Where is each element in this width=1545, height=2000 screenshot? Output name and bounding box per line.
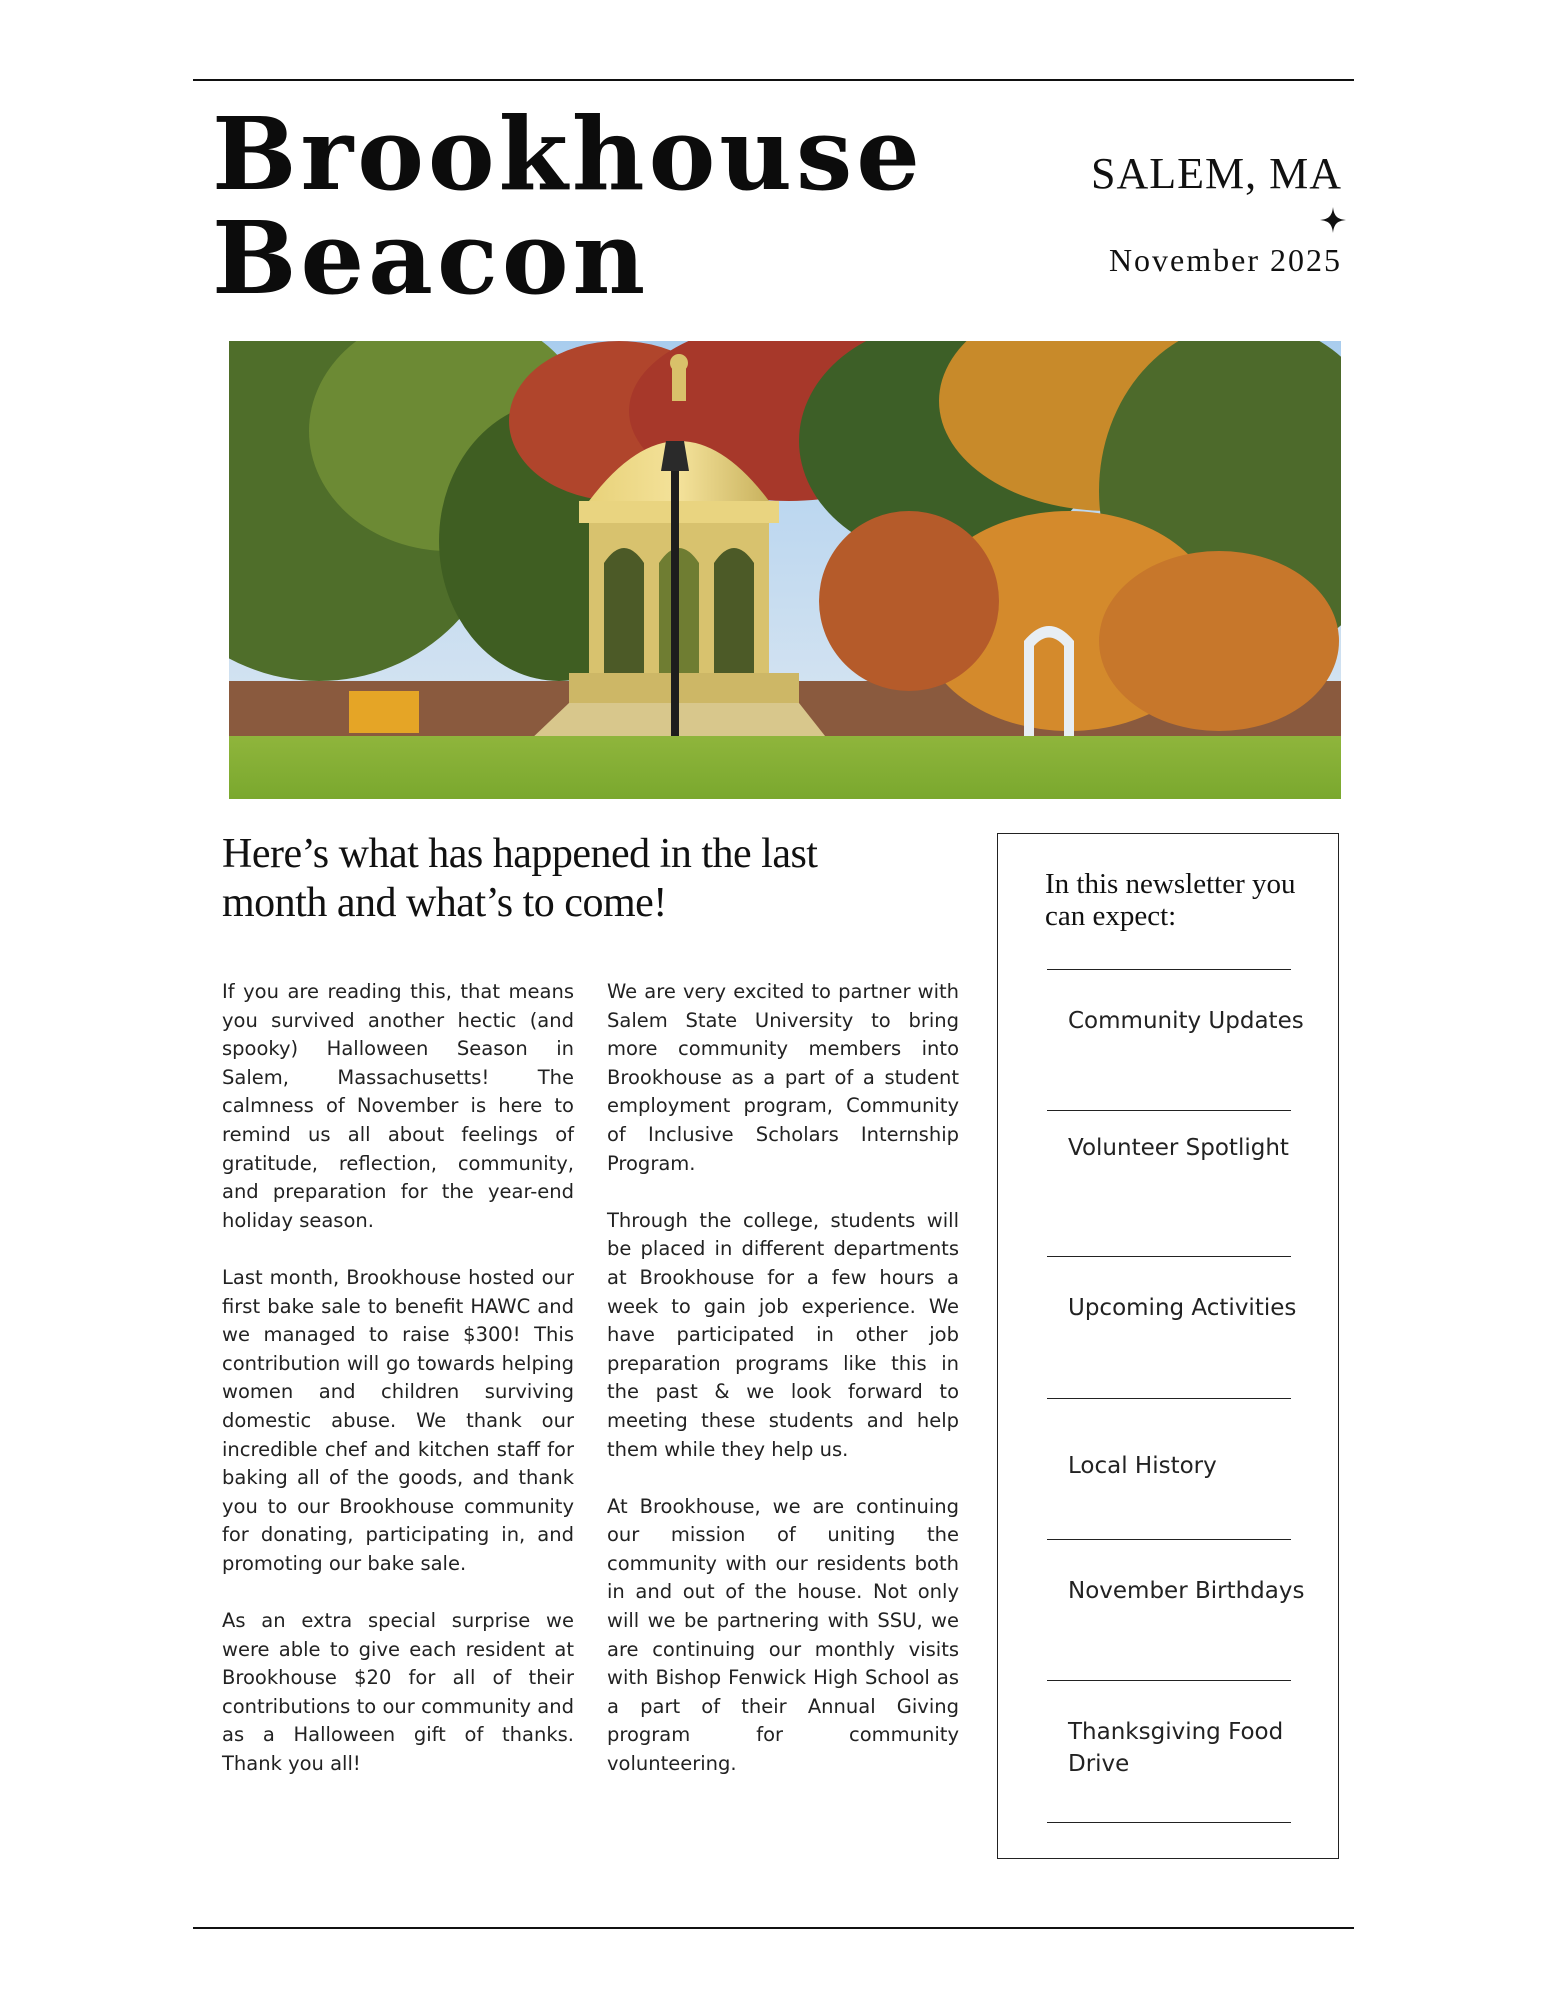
paragraph: As an extra special surprise we were able to give each resident at Brookhouse $20 for all of their contributions to our community and as a Halloween gift of thanks. Thank you all! [222, 1609, 574, 1776]
top-rule [193, 79, 1354, 81]
paragraph: If you are reading this, that means you survived another hectic (and spooky) Halloween Season in Salem, Massachusetts! The calmness of November is here to remind us all about feelings of gratitude, reflection, community, and preparation for the year-end holiday season. [222, 980, 574, 1232]
toc-divider [1047, 1822, 1291, 1823]
location-label: SALEM, MA [1090, 149, 1342, 198]
bottom-rule [193, 1927, 1354, 1929]
article-column-right [607, 978, 959, 1807]
toc-divider [1047, 969, 1291, 970]
toc-item-thanksgiving-food-drive: Thanksgiving Food Drive [1068, 1719, 1284, 1777]
toc-divider [1047, 1680, 1291, 1681]
toc-divider [1047, 1398, 1291, 1399]
headline: Here’s what has happened in the last month and what’s to come! [222, 831, 818, 926]
newsletter-title [212, 95, 932, 317]
hero-photo [229, 341, 1341, 799]
table-of-contents-box [997, 833, 1339, 1859]
article-column-left [222, 978, 574, 1807]
toc-divider [1047, 1539, 1291, 1540]
title-line-2: Beacon [212, 199, 650, 317]
paragraph: At Brookhouse, we are continuing our mission of uniting the community with our residents both in and out of the house. Not only will we be partnering with SSU, we are continuing our monthly visits with Bishop Fenwick High School as a part of their Annual Giving program for community volunteering. [607, 1494, 959, 1776]
four-point-star-icon [1320, 207, 1346, 233]
toc-divider [1047, 1256, 1291, 1257]
paragraph: Through the college, students will be placed in different departments at Brookhouse for a few hours a week to gain job experience. We have participated in other job preparation programs like this in the past & we look forward to meeting these students and help them while they help us. [607, 1208, 959, 1461]
toc-item-upcoming-activities: Upcoming Activities [1068, 1295, 1297, 1321]
paragraph: We are very excited to partner with Salem State University to bring more community members into Brookhouse as a part of a student employment program, Community of Inclusive Scholars Internship Program. [607, 980, 959, 1175]
toc-divider [1047, 1110, 1291, 1111]
toc-item-volunteer-spotlight: Volunteer Spotlight [1068, 1135, 1289, 1161]
toc-item-community-updates: Community Updates [1068, 1008, 1304, 1034]
issue-date: November 2025 [1108, 242, 1342, 278]
toc-item-local-history: Local History [1068, 1453, 1217, 1479]
paragraph: Last month, Brookhouse hosted our first bake sale to benefit HAWC and we managed to raise $300! This contribution will go towards helping women and children surviving domestic abuse. We thank our incredible chef and kitchen staff for baking all of the goods, and thank you to our Brookhouse community for donating, participating in, and promoting our bake sale. [222, 1265, 574, 1575]
title-line-1: Brookhouse [212, 95, 924, 213]
toc-title: In this newsletter you can expect: [1045, 868, 1296, 932]
toc-item-november-birthdays: November Birthdays [1068, 1578, 1305, 1604]
